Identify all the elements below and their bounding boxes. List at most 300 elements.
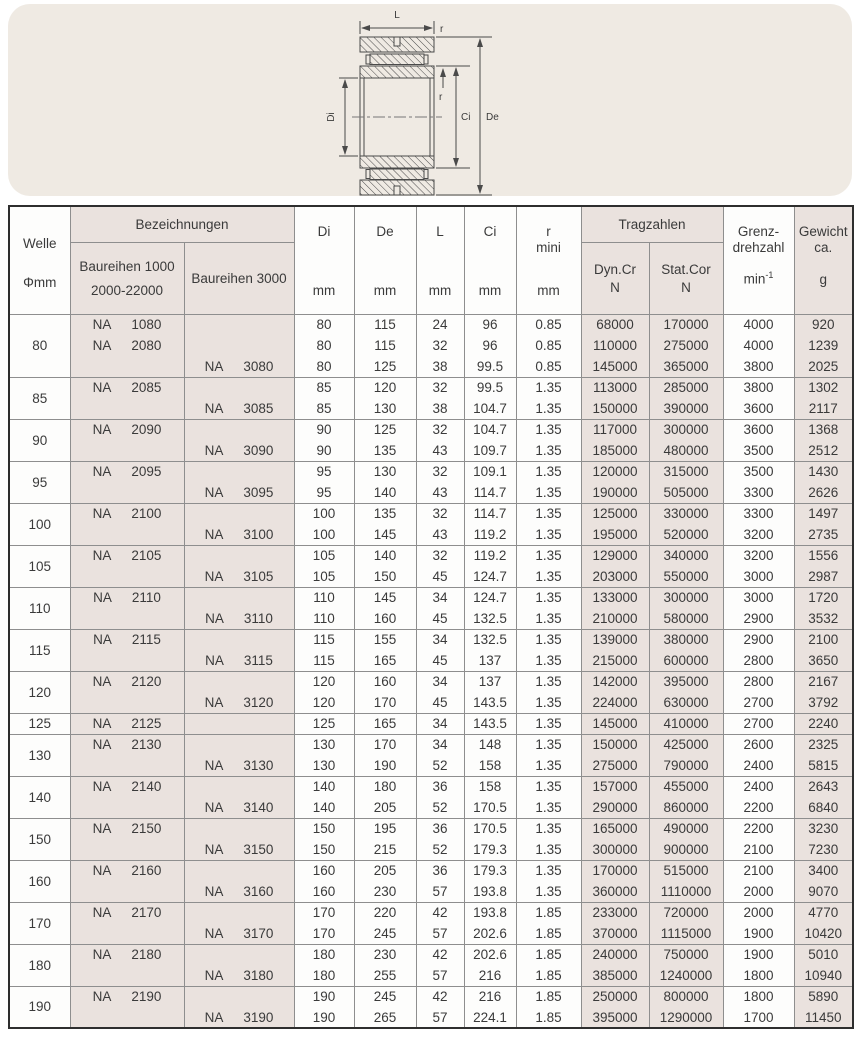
cell-designation-3000 bbox=[184, 419, 294, 440]
cell-l: 45 bbox=[416, 566, 464, 587]
cell-dyn-cr: 170000 bbox=[581, 860, 649, 881]
bearing-cross-section-diagram bbox=[312, 4, 522, 196]
cell-di: 160 bbox=[294, 860, 354, 881]
header-bezeichnungen: Bezeichnungen bbox=[70, 206, 294, 242]
cell-ci: 104.7 bbox=[464, 398, 516, 419]
cell-gewicht: 2100 bbox=[794, 629, 853, 650]
cell-stat-cor: 600000 bbox=[649, 650, 723, 671]
cell-l: 52 bbox=[416, 839, 464, 860]
cell-de: 145 bbox=[354, 587, 416, 608]
cell-designation-1000 bbox=[70, 608, 184, 629]
table-body bbox=[9, 314, 853, 1028]
cell-di: 115 bbox=[294, 650, 354, 671]
cell-welle: 160 bbox=[9, 860, 70, 902]
cell-ci: 114.7 bbox=[464, 503, 516, 524]
cell-r-mini: 1.35 bbox=[516, 713, 581, 734]
table-row bbox=[9, 629, 853, 650]
cell-gewicht: 1239 bbox=[794, 335, 853, 356]
cell-gewicht: 2987 bbox=[794, 566, 853, 587]
cell-de: 140 bbox=[354, 482, 416, 503]
cell-grenzdrehzahl: 3600 bbox=[723, 398, 794, 419]
cell-grenzdrehzahl: 3500 bbox=[723, 461, 794, 482]
cell-grenzdrehzahl: 2200 bbox=[723, 818, 794, 839]
cell-designation-3000: NA 3115 bbox=[184, 650, 294, 671]
cell-grenzdrehzahl: 2900 bbox=[723, 608, 794, 629]
header-baureihen-3000: Baureihen 3000 bbox=[184, 242, 294, 314]
cell-gewicht: 3400 bbox=[794, 860, 853, 881]
cell-dyn-cr: 195000 bbox=[581, 524, 649, 545]
table-row bbox=[9, 860, 853, 881]
cell-welle: 85 bbox=[9, 377, 70, 419]
cell-r-mini: 1.35 bbox=[516, 692, 581, 713]
cell-gewicht: 2167 bbox=[794, 671, 853, 692]
cell-dyn-cr: 185000 bbox=[581, 440, 649, 461]
header-di: Di mm bbox=[294, 206, 354, 314]
cell-de: 245 bbox=[354, 986, 416, 1007]
cell-stat-cor: 515000 bbox=[649, 860, 723, 881]
cell-di: 140 bbox=[294, 797, 354, 818]
cell-designation-1000: NA 2190 bbox=[70, 986, 184, 1007]
header-welle: Welle Φmm bbox=[9, 206, 70, 314]
cell-de: 160 bbox=[354, 608, 416, 629]
cell-dyn-cr: 139000 bbox=[581, 629, 649, 650]
cell-designation-3000 bbox=[184, 671, 294, 692]
cell-de: 145 bbox=[354, 524, 416, 545]
cell-stat-cor: 800000 bbox=[649, 986, 723, 1007]
cell-gewicht: 1430 bbox=[794, 461, 853, 482]
cell-dyn-cr: 395000 bbox=[581, 1007, 649, 1028]
cell-l: 32 bbox=[416, 503, 464, 524]
cell-di: 110 bbox=[294, 608, 354, 629]
cell-grenzdrehzahl: 3000 bbox=[723, 587, 794, 608]
cell-welle: 105 bbox=[9, 545, 70, 587]
cell-l: 57 bbox=[416, 1007, 464, 1028]
cell-designation-1000: NA 2080 bbox=[70, 335, 184, 356]
header-baureihen-1000: Baureihen 1000 2000-22000 bbox=[70, 242, 184, 314]
cell-l: 34 bbox=[416, 713, 464, 734]
header-ci: Ci mm bbox=[464, 206, 516, 314]
cell-dyn-cr: 117000 bbox=[581, 419, 649, 440]
cell-de: 205 bbox=[354, 797, 416, 818]
cell-grenzdrehzahl: 3300 bbox=[723, 482, 794, 503]
cell-di: 95 bbox=[294, 482, 354, 503]
cell-de: 125 bbox=[354, 419, 416, 440]
cell-l: 38 bbox=[416, 398, 464, 419]
cell-de: 265 bbox=[354, 1007, 416, 1028]
cell-l: 45 bbox=[416, 692, 464, 713]
cell-de: 135 bbox=[354, 503, 416, 524]
table-row bbox=[9, 545, 853, 566]
cell-gewicht: 1720 bbox=[794, 587, 853, 608]
cell-grenzdrehzahl: 2600 bbox=[723, 734, 794, 755]
table-row bbox=[9, 755, 853, 776]
diagram-panel bbox=[8, 4, 852, 196]
cell-designation-3000 bbox=[184, 377, 294, 398]
dim-label-r-mid: r bbox=[439, 92, 443, 103]
cell-de: 220 bbox=[354, 902, 416, 923]
cell-gewicht: 3792 bbox=[794, 692, 853, 713]
cell-di: 100 bbox=[294, 503, 354, 524]
cell-ci: 124.7 bbox=[464, 587, 516, 608]
cell-designation-1000: NA 2125 bbox=[70, 713, 184, 734]
cell-grenzdrehzahl: 3800 bbox=[723, 356, 794, 377]
cell-gewicht: 11450 bbox=[794, 1007, 853, 1028]
cell-stat-cor: 480000 bbox=[649, 440, 723, 461]
cell-ci: 137 bbox=[464, 650, 516, 671]
cell-designation-1000: NA 2120 bbox=[70, 671, 184, 692]
cell-gewicht: 2025 bbox=[794, 356, 853, 377]
cell-gewicht: 2117 bbox=[794, 398, 853, 419]
cell-designation-3000 bbox=[184, 335, 294, 356]
cell-ci: 148 bbox=[464, 734, 516, 755]
cell-designation-1000 bbox=[70, 923, 184, 944]
cell-designation-3000 bbox=[184, 776, 294, 797]
cell-stat-cor: 490000 bbox=[649, 818, 723, 839]
cell-welle: 140 bbox=[9, 776, 70, 818]
table-row bbox=[9, 734, 853, 755]
table-row bbox=[9, 356, 853, 377]
cell-dyn-cr: 150000 bbox=[581, 398, 649, 419]
cell-grenzdrehzahl: 1700 bbox=[723, 1007, 794, 1028]
cell-l: 43 bbox=[416, 524, 464, 545]
cell-grenzdrehzahl: 1800 bbox=[723, 986, 794, 1007]
dim-label-Ci: Ci bbox=[461, 112, 471, 123]
cell-grenzdrehzahl: 2700 bbox=[723, 713, 794, 734]
cell-di: 160 bbox=[294, 881, 354, 902]
cell-di: 80 bbox=[294, 356, 354, 377]
cell-welle: 190 bbox=[9, 986, 70, 1028]
cell-r-mini: 1.35 bbox=[516, 419, 581, 440]
cell-grenzdrehzahl: 1900 bbox=[723, 923, 794, 944]
cell-designation-3000: NA 3085 bbox=[184, 398, 294, 419]
cell-ci: 109.7 bbox=[464, 440, 516, 461]
cell-designation-1000: NA 2085 bbox=[70, 377, 184, 398]
table-row bbox=[9, 965, 853, 986]
cell-stat-cor: 300000 bbox=[649, 587, 723, 608]
cell-dyn-cr: 157000 bbox=[581, 776, 649, 797]
cell-stat-cor: 1115000 bbox=[649, 923, 723, 944]
cell-stat-cor: 790000 bbox=[649, 755, 723, 776]
cell-designation-3000: NA 3160 bbox=[184, 881, 294, 902]
table-row bbox=[9, 902, 853, 923]
cell-ci: 158 bbox=[464, 776, 516, 797]
cell-grenzdrehzahl: 4000 bbox=[723, 314, 794, 335]
cell-l: 42 bbox=[416, 986, 464, 1007]
cell-de: 180 bbox=[354, 776, 416, 797]
cell-l: 34 bbox=[416, 587, 464, 608]
cell-di: 120 bbox=[294, 692, 354, 713]
cell-r-mini: 1.35 bbox=[516, 755, 581, 776]
cell-grenzdrehzahl: 3200 bbox=[723, 524, 794, 545]
cell-ci: 170.5 bbox=[464, 818, 516, 839]
cell-de: 150 bbox=[354, 566, 416, 587]
cell-stat-cor: 365000 bbox=[649, 356, 723, 377]
cell-de: 135 bbox=[354, 440, 416, 461]
cell-l: 57 bbox=[416, 881, 464, 902]
cell-l: 36 bbox=[416, 776, 464, 797]
cell-de: 215 bbox=[354, 839, 416, 860]
cell-gewicht: 5815 bbox=[794, 755, 853, 776]
cell-ci: 202.6 bbox=[464, 944, 516, 965]
cell-ci: 132.5 bbox=[464, 629, 516, 650]
cell-welle: 150 bbox=[9, 818, 70, 860]
cell-grenzdrehzahl: 1800 bbox=[723, 965, 794, 986]
cell-dyn-cr: 250000 bbox=[581, 986, 649, 1007]
cell-grenzdrehzahl: 2400 bbox=[723, 776, 794, 797]
cell-welle: 170 bbox=[9, 902, 70, 944]
cell-di: 115 bbox=[294, 629, 354, 650]
cell-designation-3000 bbox=[184, 314, 294, 335]
cell-designation-1000 bbox=[70, 1007, 184, 1028]
bearing-data-table bbox=[8, 205, 854, 1029]
cell-l: 57 bbox=[416, 923, 464, 944]
cell-l: 32 bbox=[416, 461, 464, 482]
cell-dyn-cr: 360000 bbox=[581, 881, 649, 902]
cell-designation-3000: NA 3080 bbox=[184, 356, 294, 377]
cell-designation-3000: NA 3140 bbox=[184, 797, 294, 818]
cell-stat-cor: 750000 bbox=[649, 944, 723, 965]
cell-welle: 130 bbox=[9, 734, 70, 776]
cell-gewicht: 10420 bbox=[794, 923, 853, 944]
cell-designation-1000 bbox=[70, 398, 184, 419]
table-row bbox=[9, 818, 853, 839]
table-row bbox=[9, 713, 853, 734]
cell-designation-1000 bbox=[70, 755, 184, 776]
cell-gewicht: 10940 bbox=[794, 965, 853, 986]
cell-gewicht: 9070 bbox=[794, 881, 853, 902]
cell-dyn-cr: 240000 bbox=[581, 944, 649, 965]
cell-dyn-cr: 142000 bbox=[581, 671, 649, 692]
cell-ci: 137 bbox=[464, 671, 516, 692]
cell-r-mini: 1.85 bbox=[516, 923, 581, 944]
cell-di: 110 bbox=[294, 587, 354, 608]
header-dyn-cr: Dyn.Cr N bbox=[581, 242, 649, 314]
cell-di: 80 bbox=[294, 335, 354, 356]
header-l: L mm bbox=[416, 206, 464, 314]
cell-designation-1000: NA 2160 bbox=[70, 860, 184, 881]
cell-ci: 202.6 bbox=[464, 923, 516, 944]
cell-gewicht: 3650 bbox=[794, 650, 853, 671]
cell-gewicht: 2643 bbox=[794, 776, 853, 797]
cell-welle: 95 bbox=[9, 461, 70, 503]
cell-ci: 114.7 bbox=[464, 482, 516, 503]
cell-l: 52 bbox=[416, 797, 464, 818]
cell-de: 125 bbox=[354, 356, 416, 377]
cell-de: 190 bbox=[354, 755, 416, 776]
cell-gewicht: 2512 bbox=[794, 440, 853, 461]
cell-di: 105 bbox=[294, 566, 354, 587]
table-row bbox=[9, 671, 853, 692]
cell-welle: 180 bbox=[9, 944, 70, 986]
cell-de: 255 bbox=[354, 965, 416, 986]
cell-grenzdrehzahl: 2900 bbox=[723, 629, 794, 650]
cell-l: 32 bbox=[416, 377, 464, 398]
cell-grenzdrehzahl: 3600 bbox=[723, 419, 794, 440]
cell-designation-1000: NA 2110 bbox=[70, 587, 184, 608]
cell-di: 80 bbox=[294, 314, 354, 335]
table-row bbox=[9, 503, 853, 524]
cell-designation-3000 bbox=[184, 818, 294, 839]
table-row bbox=[9, 335, 853, 356]
cell-stat-cor: 340000 bbox=[649, 545, 723, 566]
cell-di: 140 bbox=[294, 776, 354, 797]
cell-gewicht: 3532 bbox=[794, 608, 853, 629]
cell-ci: 216 bbox=[464, 965, 516, 986]
cell-di: 150 bbox=[294, 839, 354, 860]
table-row bbox=[9, 944, 853, 965]
cell-stat-cor: 330000 bbox=[649, 503, 723, 524]
cell-stat-cor: 380000 bbox=[649, 629, 723, 650]
cell-welle: 115 bbox=[9, 629, 70, 671]
cell-designation-1000: NA 2140 bbox=[70, 776, 184, 797]
cell-stat-cor: 630000 bbox=[649, 692, 723, 713]
cell-stat-cor: 170000 bbox=[649, 314, 723, 335]
cell-dyn-cr: 133000 bbox=[581, 587, 649, 608]
cell-stat-cor: 395000 bbox=[649, 671, 723, 692]
cell-ci: 193.8 bbox=[464, 902, 516, 923]
cell-designation-3000 bbox=[184, 902, 294, 923]
cell-designation-1000 bbox=[70, 692, 184, 713]
cell-de: 230 bbox=[354, 881, 416, 902]
cell-grenzdrehzahl: 2400 bbox=[723, 755, 794, 776]
table-row bbox=[9, 797, 853, 818]
cell-designation-3000: NA 3110 bbox=[184, 608, 294, 629]
cell-dyn-cr: 129000 bbox=[581, 545, 649, 566]
cell-r-mini: 1.35 bbox=[516, 398, 581, 419]
cell-grenzdrehzahl: 3300 bbox=[723, 503, 794, 524]
cell-dyn-cr: 150000 bbox=[581, 734, 649, 755]
cell-r-mini: 1.35 bbox=[516, 734, 581, 755]
table-row bbox=[9, 398, 853, 419]
cell-de: 130 bbox=[354, 398, 416, 419]
cell-r-mini: 1.35 bbox=[516, 818, 581, 839]
cell-l: 43 bbox=[416, 440, 464, 461]
cell-dyn-cr: 68000 bbox=[581, 314, 649, 335]
cell-gewicht: 7230 bbox=[794, 839, 853, 860]
cell-di: 190 bbox=[294, 986, 354, 1007]
cell-ci: 119.2 bbox=[464, 524, 516, 545]
cell-r-mini: 1.85 bbox=[516, 902, 581, 923]
cell-designation-1000: NA 2130 bbox=[70, 734, 184, 755]
cell-grenzdrehzahl: 2700 bbox=[723, 692, 794, 713]
cell-designation-3000 bbox=[184, 986, 294, 1007]
table-row bbox=[9, 608, 853, 629]
cell-de: 115 bbox=[354, 314, 416, 335]
cell-l: 45 bbox=[416, 608, 464, 629]
cell-di: 180 bbox=[294, 944, 354, 965]
table-row bbox=[9, 839, 853, 860]
cell-stat-cor: 580000 bbox=[649, 608, 723, 629]
cell-designation-3000 bbox=[184, 461, 294, 482]
cell-designation-1000 bbox=[70, 650, 184, 671]
cell-designation-3000 bbox=[184, 713, 294, 734]
cell-r-mini: 1.35 bbox=[516, 776, 581, 797]
cell-designation-1000 bbox=[70, 839, 184, 860]
cell-r-mini: 1.35 bbox=[516, 545, 581, 566]
cell-de: 165 bbox=[354, 650, 416, 671]
cell-de: 245 bbox=[354, 923, 416, 944]
header-r-mini: r mini mm bbox=[516, 206, 581, 314]
cell-designation-1000: NA 1080 bbox=[70, 314, 184, 335]
cell-designation-1000: NA 2090 bbox=[70, 419, 184, 440]
cell-di: 120 bbox=[294, 671, 354, 692]
cell-designation-1000: NA 2170 bbox=[70, 902, 184, 923]
cell-stat-cor: 1110000 bbox=[649, 881, 723, 902]
cell-di: 130 bbox=[294, 734, 354, 755]
cell-gewicht: 1368 bbox=[794, 419, 853, 440]
cell-r-mini: 1.35 bbox=[516, 461, 581, 482]
cell-welle: 90 bbox=[9, 419, 70, 461]
cell-designation-3000: NA 3100 bbox=[184, 524, 294, 545]
header-gewicht: Gewicht ca. g bbox=[794, 206, 853, 314]
cell-grenzdrehzahl: 2200 bbox=[723, 797, 794, 818]
cell-l: 34 bbox=[416, 734, 464, 755]
table-row bbox=[9, 1007, 853, 1028]
table-row bbox=[9, 650, 853, 671]
cell-r-mini: 1.85 bbox=[516, 986, 581, 1007]
cell-gewicht: 2626 bbox=[794, 482, 853, 503]
cell-welle: 80 bbox=[9, 314, 70, 377]
cell-dyn-cr: 145000 bbox=[581, 713, 649, 734]
cell-grenzdrehzahl: 3000 bbox=[723, 566, 794, 587]
lube-slot bbox=[394, 37, 400, 46]
cell-r-mini: 1.35 bbox=[516, 650, 581, 671]
cell-di: 85 bbox=[294, 398, 354, 419]
cell-designation-3000 bbox=[184, 587, 294, 608]
cell-gewicht: 1497 bbox=[794, 503, 853, 524]
cell-l: 36 bbox=[416, 818, 464, 839]
cell-gewicht: 6840 bbox=[794, 797, 853, 818]
cell-dyn-cr: 190000 bbox=[581, 482, 649, 503]
cell-ci: 124.7 bbox=[464, 566, 516, 587]
cell-dyn-cr: 215000 bbox=[581, 650, 649, 671]
cell-de: 115 bbox=[354, 335, 416, 356]
table-row bbox=[9, 923, 853, 944]
cell-designation-3000: NA 3170 bbox=[184, 923, 294, 944]
cell-di: 105 bbox=[294, 545, 354, 566]
cell-ci: 143.5 bbox=[464, 713, 516, 734]
cell-designation-1000 bbox=[70, 797, 184, 818]
table-row bbox=[9, 377, 853, 398]
cell-designation-3000 bbox=[184, 545, 294, 566]
cell-grenzdrehzahl: 4000 bbox=[723, 335, 794, 356]
cell-stat-cor: 410000 bbox=[649, 713, 723, 734]
cell-r-mini: 1.35 bbox=[516, 587, 581, 608]
cell-gewicht: 2735 bbox=[794, 524, 853, 545]
cell-ci: 109.1 bbox=[464, 461, 516, 482]
cell-dyn-cr: 145000 bbox=[581, 356, 649, 377]
cell-dyn-cr: 224000 bbox=[581, 692, 649, 713]
cell-di: 90 bbox=[294, 419, 354, 440]
cell-designation-1000 bbox=[70, 965, 184, 986]
cell-l: 24 bbox=[416, 314, 464, 335]
cell-welle: 100 bbox=[9, 503, 70, 545]
cell-ci: 99.5 bbox=[464, 356, 516, 377]
cell-stat-cor: 900000 bbox=[649, 839, 723, 860]
cell-gewicht: 2240 bbox=[794, 713, 853, 734]
cell-r-mini: 1.35 bbox=[516, 629, 581, 650]
cell-r-mini: 1.35 bbox=[516, 377, 581, 398]
header-stat-cor: Stat.Cor N bbox=[649, 242, 723, 314]
cell-ci: 99.5 bbox=[464, 377, 516, 398]
cell-dyn-cr: 275000 bbox=[581, 755, 649, 776]
cell-l: 36 bbox=[416, 860, 464, 881]
cell-dyn-cr: 203000 bbox=[581, 566, 649, 587]
cell-gewicht: 1556 bbox=[794, 545, 853, 566]
cell-stat-cor: 285000 bbox=[649, 377, 723, 398]
cell-r-mini: 1.85 bbox=[516, 1007, 581, 1028]
cell-de: 155 bbox=[354, 629, 416, 650]
